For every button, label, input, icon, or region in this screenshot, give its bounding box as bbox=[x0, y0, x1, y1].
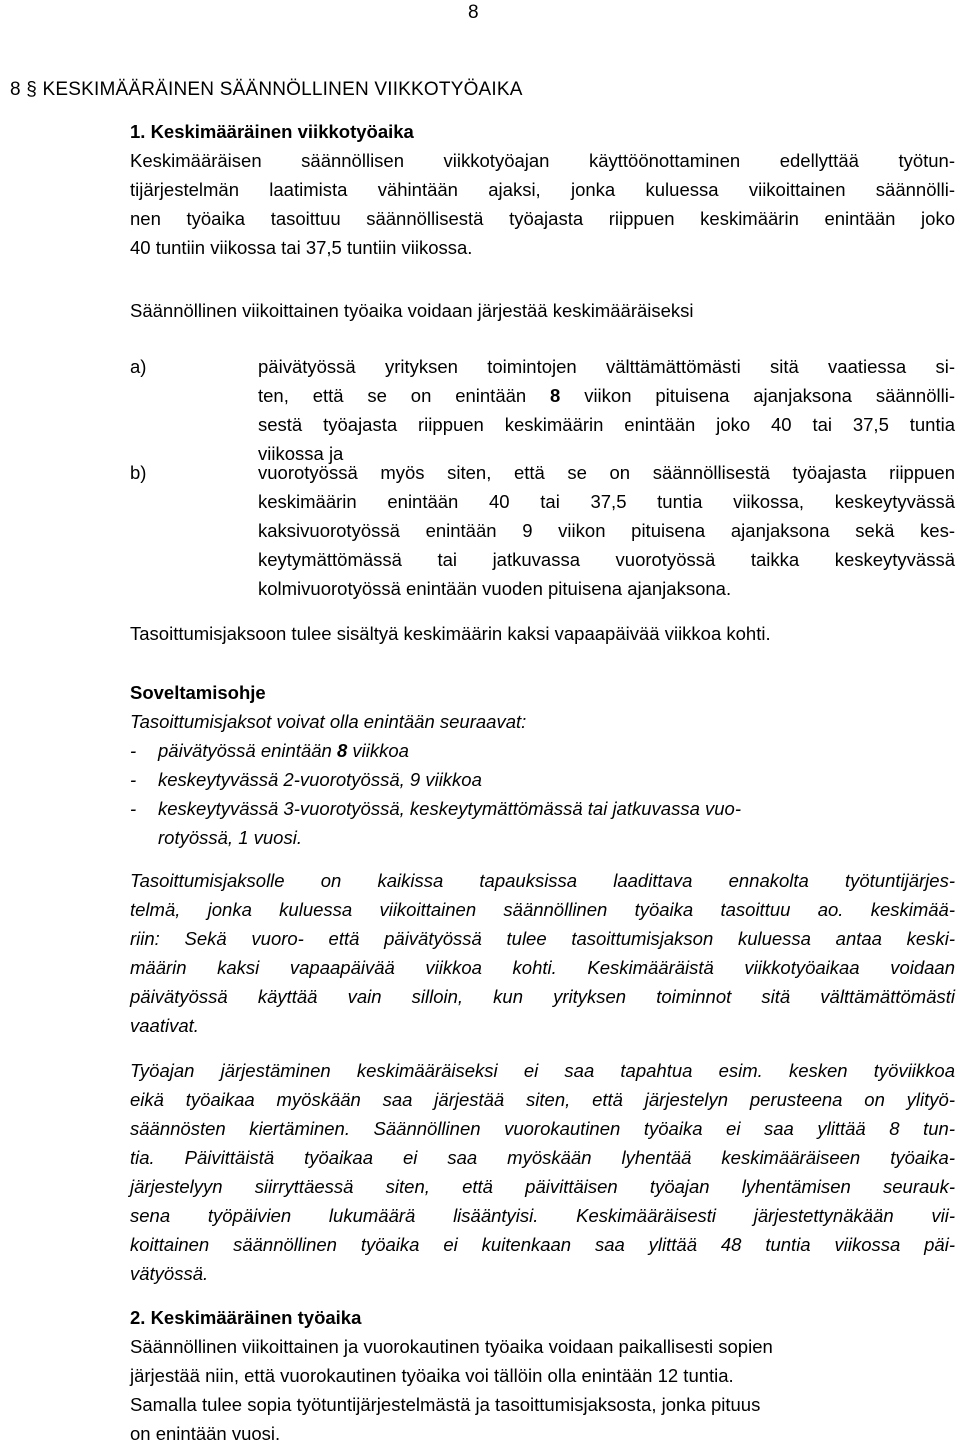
guidance-p2-line: eikä työaikaa myöskään saa järjestää siten, että järjestelyn perusteena on ylityö- bbox=[130, 1089, 955, 1110]
guidance-p2-line: koittainen säännöllinen työaika ei kuitenkaan saa ylittää 48 tuntia viikossa päi- bbox=[130, 1234, 955, 1255]
section-1-intro bbox=[130, 296, 955, 325]
guidance-item-1-number: 8 bbox=[336, 740, 348, 761]
item-a-line bbox=[258, 381, 955, 410]
guidance-list-item bbox=[130, 765, 955, 794]
section-2-heading: 2. Keskimääräinen työaika bbox=[130, 1307, 362, 1328]
section-1-line: 40 tuntiin viikossa tai 37,5 tuntiin viikossa. bbox=[130, 237, 473, 258]
guidance-p2-line: Työajan järjestäminen keskimääräiseksi ei saa tapahtua esim. kesken työviikkoa bbox=[130, 1060, 955, 1081]
guidance-p2-line: säännösten kiertäminen. Säännöllinen vuorokautinen työaika ei saa ylittää 8 tun- bbox=[130, 1118, 955, 1139]
page-number: 8 bbox=[468, 2, 479, 23]
guidance-item-1-post: viikkoa bbox=[347, 740, 409, 761]
intro-text: Säännöllinen viikoittainen työaika voidaan järjestää keskimääräiseksi bbox=[130, 300, 694, 321]
section-1 bbox=[130, 117, 955, 262]
guidance-list-item bbox=[130, 736, 955, 765]
guidance-p1-line: päivätyössä käyttää vain silloin, kun yrityksen toiminnot sitä välttämättömästi bbox=[130, 986, 955, 1007]
guidance-paragraph-1 bbox=[130, 866, 955, 1040]
guidance-intro: Tasoittumisjaksot voivat olla enintään seuraavat: bbox=[130, 711, 527, 732]
guidance-p1-line: riin: Sekä vuoro- että päivätyössä tulee tasoittumisjakson kuluessa antaa keski- bbox=[130, 928, 955, 949]
section-1-heading: 1. Keskimääräinen viikkotyöaika bbox=[130, 121, 414, 142]
guidance-p1-line: telmä, jonka kuluessa viikoittainen säännöllinen työaika tasoittuu ao. keskimää- bbox=[130, 899, 955, 920]
chapter-title: 8 § KESKIMÄÄRÄINEN SÄÄNNÖLLINEN VIIKKOTYÖAIKA bbox=[10, 79, 523, 100]
section-1-line: tijärjestelmän laatimista vähintään ajaksi, jonka kuluessa viikoittainen säännölli- bbox=[130, 179, 955, 200]
item-a-line: päivätyössä yrityksen toimintojen välttämättömästi sitä vaatiessa si- bbox=[258, 356, 955, 377]
guidance-heading: Soveltamisohje bbox=[130, 682, 266, 703]
guidance-item-1-pre: päivätyössä enintään bbox=[158, 740, 337, 761]
section-1-line: nen työaika tasoittuu säännöllisestä työajasta riippuen keskimäärin enintään joko bbox=[130, 208, 955, 229]
guidance-p1-line: määrin kaksi vapaapäivää viikkoa kohti. Keskimääräistä viikkotyöaikaa voidaan bbox=[130, 957, 955, 978]
leveling-text: Tasoittumisjaksoon tulee sisältyä keskimäärin kaksi vapaapäivää viikkoa kohti. bbox=[130, 623, 771, 644]
section-2-line: Säännöllinen viikoittainen ja vuorokautinen työaika voidaan paikallisesti sopien bbox=[130, 1336, 773, 1357]
item-a-line: viikossa ja bbox=[258, 443, 344, 464]
guidance-section bbox=[130, 678, 955, 852]
leveling-paragraph bbox=[130, 619, 955, 648]
item-a-line2-pre: ten, että se on enintään bbox=[258, 385, 551, 406]
guidance-p2-line: vätyössä. bbox=[130, 1263, 209, 1284]
guidance-item-3-line-1: keskeytyvässä 3-vuorotyössä, keskeytymättömässä tai jatkuvassa vuo- bbox=[158, 798, 741, 819]
guidance-p1-line: vaativat. bbox=[130, 1015, 199, 1036]
guidance-p1-line: Tasoittumisjaksolle on kaikissa tapauksissa laadittava ennakolta työtuntijärjes- bbox=[130, 870, 955, 891]
item-b-line: keskimäärin enintään 40 tai 37,5 tuntia viikossa, keskeytyvässä bbox=[258, 491, 955, 512]
item-b-line: vuorotyössä myös siten, että se on säännöllisestä työajasta riippuen bbox=[258, 462, 955, 483]
section-2-line: järjestää niin, että vuorokautinen työaika voi tällöin olla enintään 12 tuntia. bbox=[130, 1365, 734, 1386]
item-a-line2-post: viikon pituisena ajanjaksona säännölli- bbox=[560, 385, 956, 406]
guidance-list-item bbox=[130, 794, 955, 823]
dash-bullet: - bbox=[130, 798, 137, 819]
section-2 bbox=[130, 1303, 955, 1448]
dash-bullet: - bbox=[130, 740, 137, 761]
item-b-label: b) bbox=[130, 462, 147, 483]
section-1-line: Keskimääräisen säännöllisen viikkotyöajan käyttöönottaminen edellyttää työtun- bbox=[130, 150, 955, 171]
item-b-line: kolmivuorotyössä enintään vuoden pituisena ajanjaksona. bbox=[258, 578, 732, 599]
guidance-p2-line: sena työpäivien lukumäärä lisääntyisi. Keskimääräisesti järjestettynäkään vii- bbox=[130, 1205, 955, 1226]
guidance-item-2: keskeytyvässä 2-vuorotyössä, 9 viikkoa bbox=[158, 769, 482, 790]
guidance-list-item-continuation bbox=[130, 823, 955, 852]
section-2-line: on enintään vuosi. bbox=[130, 1423, 281, 1444]
guidance-p2-line: tia. Päivittäistä työaikaa ei saa myöskään lyhentää keskimääräiseen työaika- bbox=[130, 1147, 955, 1168]
dash-bullet: - bbox=[130, 769, 137, 790]
guidance-p2-line: järjestelyyn siirryttäessä siten, että päivittäisen työajan lyhentämisen seurauk- bbox=[130, 1176, 955, 1197]
item-b-line: keytymättömässä tai jatkuvassa vuorotyössä taikka keskeytyvässä bbox=[258, 549, 955, 570]
item-a-line: sestä työajasta riippuen keskimäärin enintään joko 40 tai 37,5 tuntia bbox=[258, 414, 955, 435]
item-b-line: kaksivuorotyössä enintään 9 viikon pituisena ajanjaksona sekä kes- bbox=[258, 520, 955, 541]
item-a-label: a) bbox=[130, 356, 147, 377]
guidance-item-3-line-2: rotyössä, 1 vuosi. bbox=[158, 827, 302, 848]
item-a-text bbox=[258, 352, 955, 468]
item-b-text bbox=[258, 458, 955, 603]
item-a-weeks-number: 8 bbox=[550, 385, 561, 406]
guidance-paragraph-2 bbox=[130, 1056, 955, 1288]
section-2-line: Samalla tulee sopia työtuntijärjestelmästä ja tasoittumisjaksosta, jonka pituus bbox=[130, 1394, 761, 1415]
